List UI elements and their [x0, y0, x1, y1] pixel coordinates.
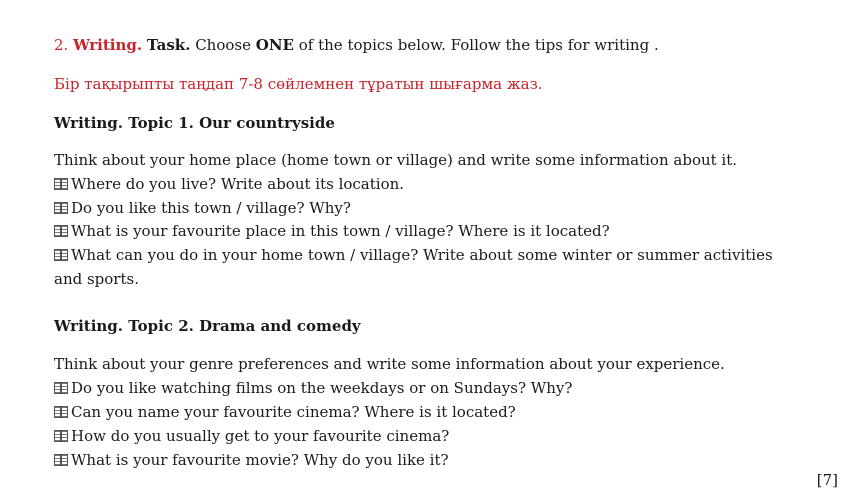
task-number: 2. — [54, 36, 69, 54]
topic2-tip-2: Can you name your favourite cinema? Where is it located? — [54, 403, 516, 421]
topic1-tip-4: What can you do in your home town / village? Write about some winter or summer activities — [54, 246, 773, 264]
task-text-before: Choose — [195, 36, 251, 54]
bullet-icon — [54, 381, 69, 394]
topic1-tip-1: Where do you live? Write about its location. — [54, 175, 404, 193]
topic1-heading: Writing. Topic 1. Our countryside — [54, 114, 335, 132]
topic1-intro: Think about your home place (home town or village) and write some information about it. — [54, 151, 738, 169]
topic2-heading: Writing. Topic 2. Drama and comedy — [54, 317, 361, 335]
topic2-tip-4: What is your favourite movie? Why do you like it? — [54, 451, 449, 469]
bullet-icon — [54, 453, 69, 466]
score-mark: [7] — [816, 471, 838, 489]
bullet-icon — [54, 405, 69, 418]
bullet-icon — [54, 224, 69, 237]
task-label: Task. — [146, 36, 191, 54]
topic1-tip-3: What is your favourite place in this town / village? Where is it located? — [54, 222, 610, 240]
task-one: ONE — [255, 36, 294, 54]
bullet-icon — [54, 429, 69, 442]
bullet-icon — [54, 177, 69, 190]
kazakh-instruction: Бір тақырыпты таңдап 7-8 сөйлемнен тұратын шығарма жаз. — [54, 75, 543, 93]
task-writing-label: Writing. — [73, 36, 143, 54]
topic2-tip-1: Do you like watching films on the weekdays or on Sundays? Why? — [54, 379, 572, 397]
topic2-intro: Think about your genre preferences and write some information about your experience. — [54, 355, 725, 373]
task-text-after: of the topics below. Follow the tips for writing . — [298, 36, 659, 54]
topic1-tip-2: Do you like this town / village? Why? — [54, 199, 351, 217]
bullet-icon — [54, 248, 69, 261]
bullet-icon — [54, 201, 69, 214]
topic2-tip-3: How do you usually get to your favourite cinema? — [54, 427, 449, 445]
topic1-tip-4-continuation: and sports. — [54, 270, 139, 288]
task-header — [54, 36, 659, 54]
